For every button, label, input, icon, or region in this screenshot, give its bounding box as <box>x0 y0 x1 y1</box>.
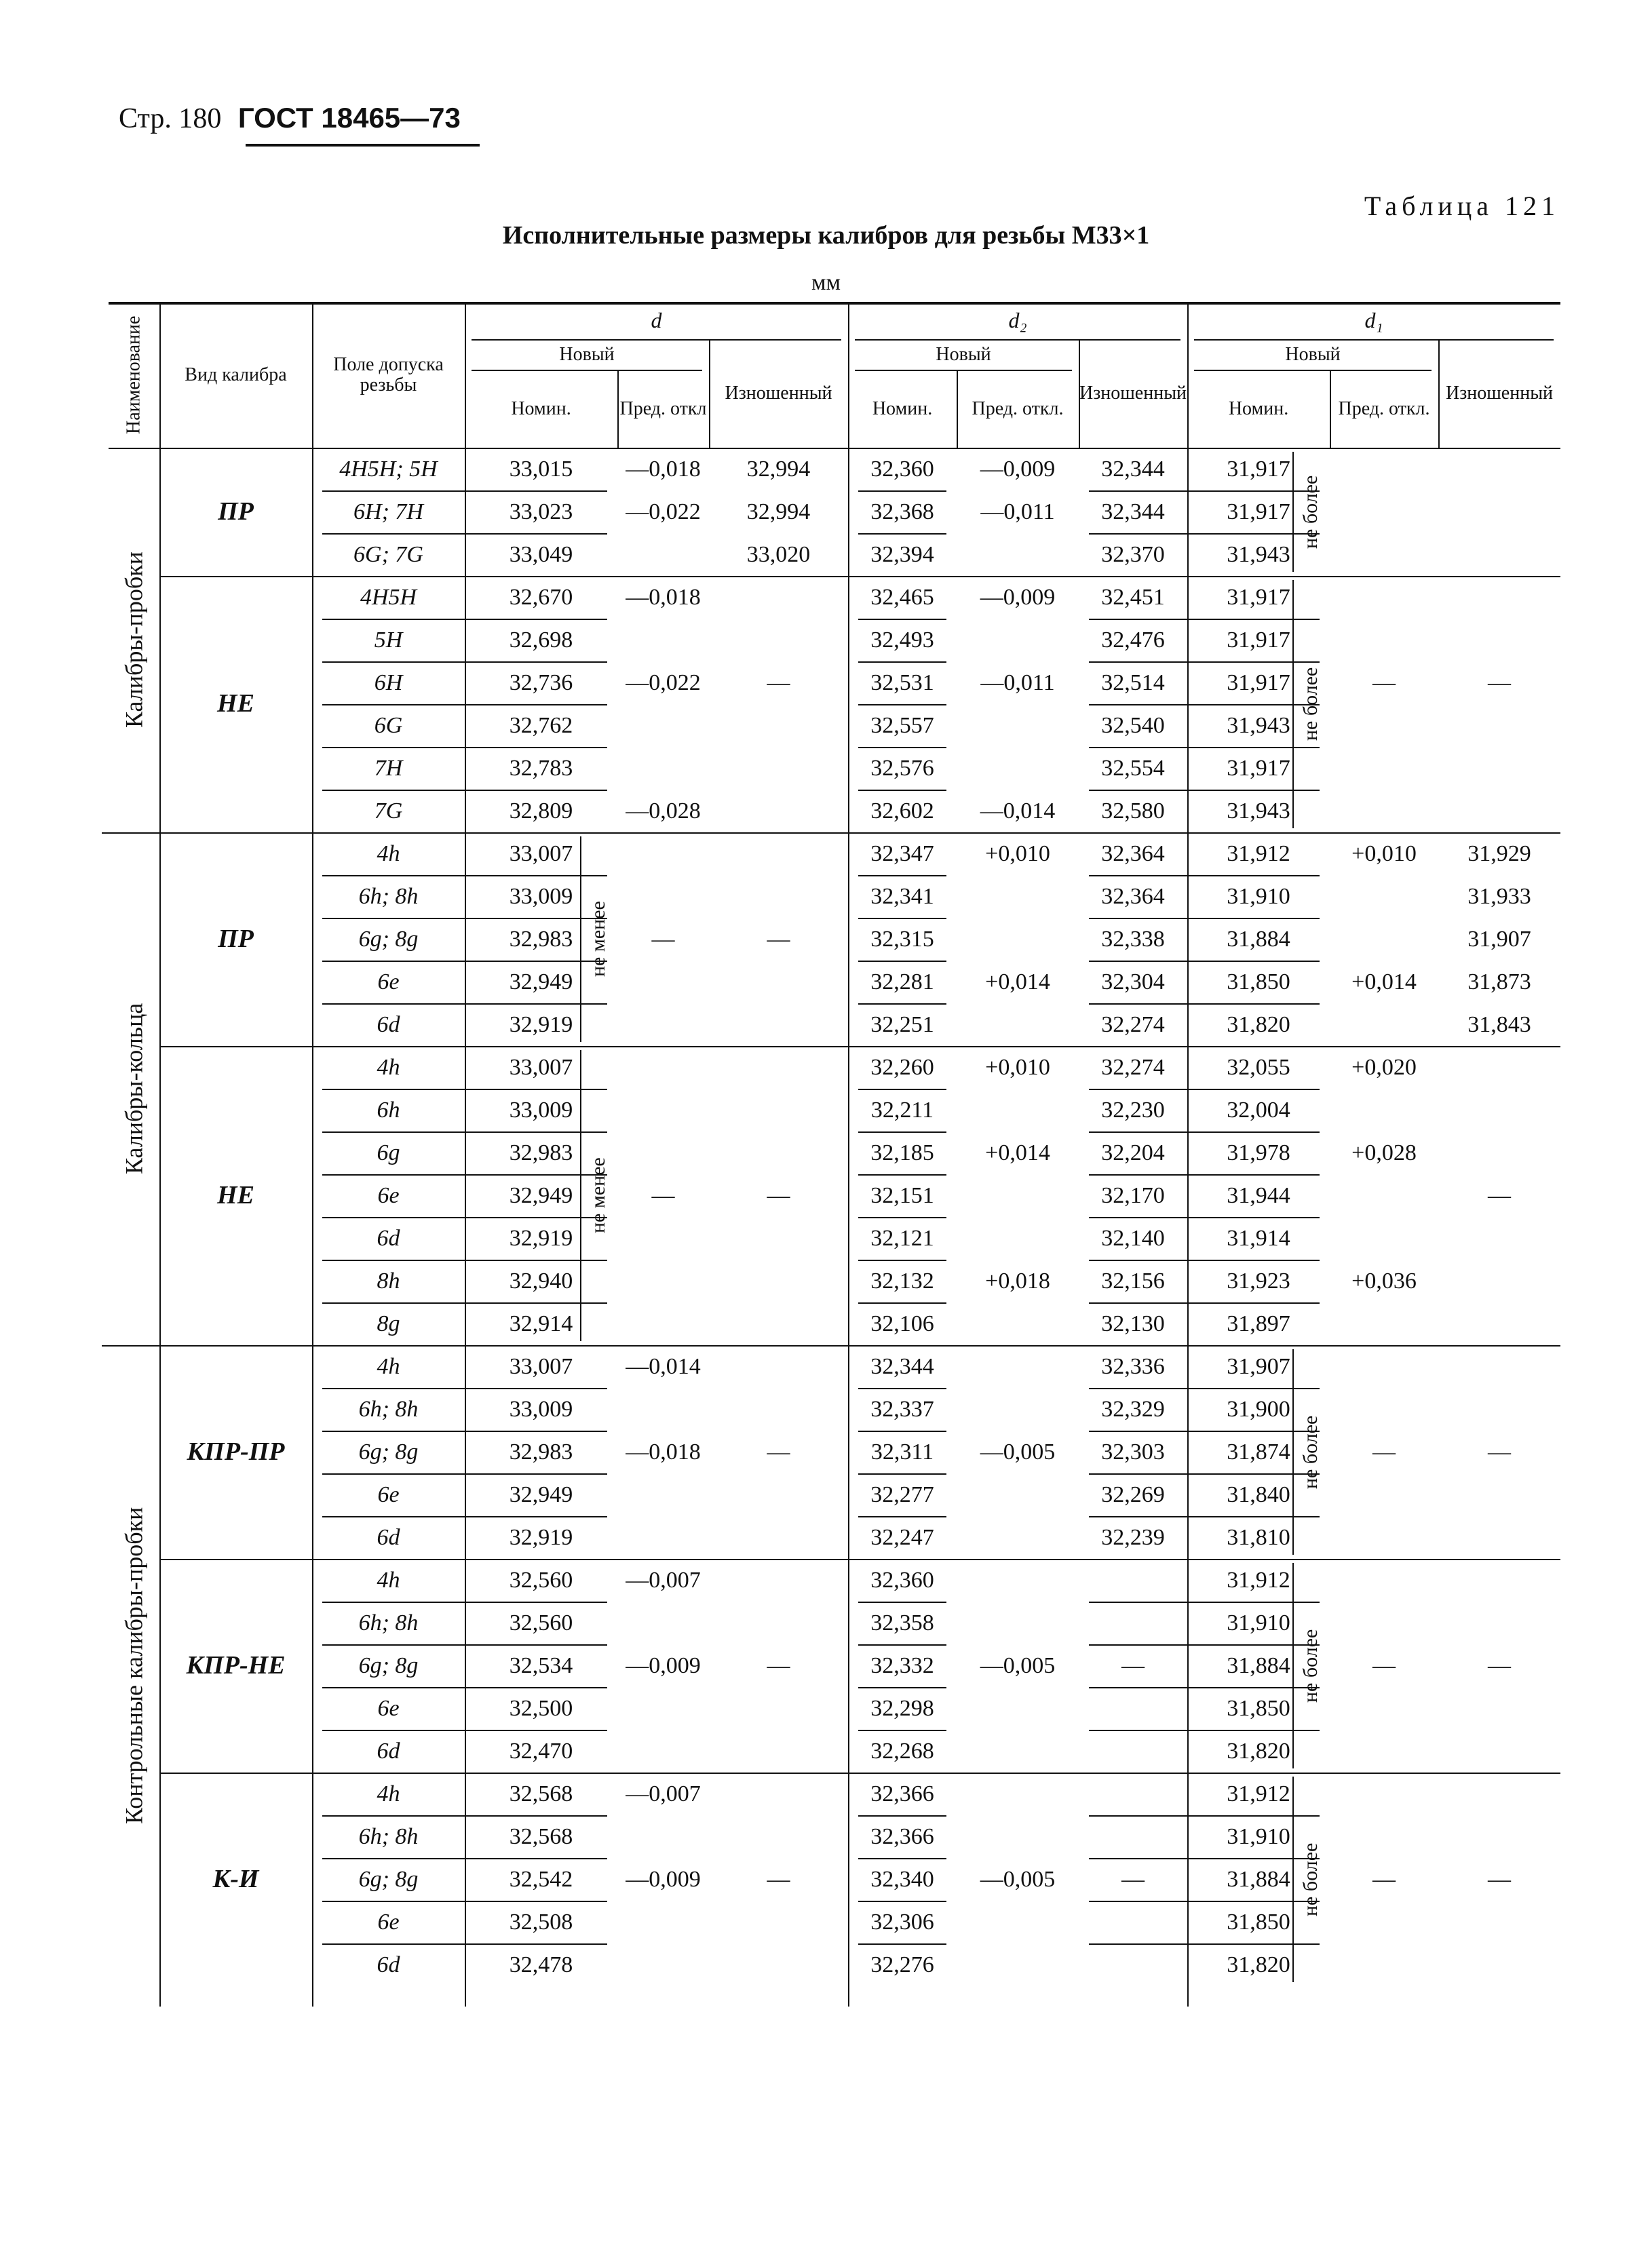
value-d2-dev: +0,018 <box>985 1269 1050 1294</box>
value-d: 33,009 <box>509 884 573 909</box>
tolerance-cell: 6G; 7G <box>353 542 423 567</box>
value-d2-dev: +0,014 <box>985 1140 1050 1165</box>
marker-rule <box>580 836 581 1042</box>
tolerance-cell: 6e <box>377 1183 400 1208</box>
tolerance-cell: 6h <box>377 1098 400 1123</box>
tolerance-cell: 6H; 7H <box>353 499 423 524</box>
value-d: 32,560 <box>509 1568 573 1593</box>
value-d1-dev: — <box>1372 1653 1396 1678</box>
tolerance-cell: 6h; 8h <box>358 1397 419 1422</box>
value-d-worn: — <box>767 927 790 952</box>
value-d-dev: —0,028 <box>626 798 701 824</box>
value-d2: 32,465 <box>870 585 934 610</box>
tolerance-cell: 4h <box>377 841 400 866</box>
value-d1-worn: — <box>1488 1439 1511 1465</box>
tolerance-cell: 6d <box>377 1012 400 1037</box>
tolerance-cell: 6g; 8g <box>358 927 419 952</box>
value-d1: 31,943 <box>1227 798 1290 824</box>
value-d2-worn: 32,338 <box>1101 927 1165 952</box>
standard-number: ГОСТ 18465—73 <box>237 102 461 134</box>
value-d1: 31,910 <box>1227 1610 1290 1635</box>
value-d1: 32,055 <box>1227 1055 1290 1080</box>
value-d1: 31,907 <box>1227 1354 1290 1379</box>
value-d2-worn: 32,170 <box>1101 1183 1165 1208</box>
value-d2: 32,311 <box>870 1439 934 1465</box>
section-label: Контрольные калибры-пробки <box>120 1507 148 1825</box>
value-d1: 31,944 <box>1227 1183 1290 1208</box>
value-d2-worn: 32,269 <box>1101 1482 1165 1507</box>
gauge-type-label: ПР <box>218 924 254 953</box>
table-title: Исполнительные размеры калибров для резьбы М33×1 <box>502 221 1150 250</box>
value-d-dev: — <box>651 1183 675 1208</box>
gauge-type-label: НЕ <box>217 1180 254 1209</box>
tolerance-cell: 6d <box>377 1739 400 1764</box>
value-d2: 32,368 <box>870 499 934 524</box>
value-d-dev: —0,009 <box>626 1867 701 1892</box>
column-header-pred: Пред. откл. <box>1338 398 1430 419</box>
value-d1-worn: — <box>1488 1183 1511 1208</box>
value-d: 32,568 <box>509 1781 573 1806</box>
value-d1: 31,943 <box>1227 542 1290 567</box>
value-d: 32,919 <box>509 1012 573 1037</box>
value-d-worn: 32,994 <box>746 499 811 524</box>
value-d1: 31,917 <box>1227 499 1290 524</box>
value-d: 33,009 <box>509 1397 573 1422</box>
value-d: 32,919 <box>509 1226 573 1251</box>
value-d1: 31,923 <box>1227 1269 1290 1294</box>
value-d2: 32,268 <box>870 1739 934 1764</box>
value-d2: 32,366 <box>870 1824 934 1849</box>
column-header-vid: Вид калибра <box>185 364 287 385</box>
value-d: 32,783 <box>509 756 573 781</box>
value-d1: 31,840 <box>1227 1482 1290 1507</box>
section-rule <box>102 1345 159 1347</box>
section-label: Калибры-кольца <box>120 1003 148 1175</box>
value-d1: 32,004 <box>1227 1098 1290 1123</box>
tolerance-cell: 4h <box>377 1568 400 1593</box>
value-d1-dev: +0,020 <box>1351 1055 1417 1080</box>
value-d1-worn: — <box>1488 1653 1511 1678</box>
column-header-iznosh: Изношенный <box>725 383 832 404</box>
value-d2-worn: 32,303 <box>1101 1439 1165 1465</box>
value-d: 33,015 <box>509 457 573 482</box>
tolerance-cell: 6g; 8g <box>358 1653 419 1678</box>
column-header-pred: Пред. откл <box>619 398 707 419</box>
value-d2: 32,306 <box>870 1910 934 1935</box>
value-d1: 31,874 <box>1227 1439 1290 1465</box>
value-d: 32,949 <box>509 1482 573 1507</box>
range-marker-ne-bolee: не более <box>1299 1415 1322 1489</box>
value-d1: 31,914 <box>1227 1226 1290 1251</box>
value-d: 32,568 <box>509 1824 573 1849</box>
value-d1-worn: 31,873 <box>1467 969 1531 994</box>
value-d-worn: — <box>767 1867 790 1892</box>
value-d2: 32,106 <box>870 1311 934 1336</box>
value-d2: 32,341 <box>870 884 934 909</box>
value-d: 32,919 <box>509 1525 573 1550</box>
value-d1: 31,910 <box>1227 1824 1290 1849</box>
value-d1: 31,917 <box>1227 670 1290 695</box>
tolerance-cell: 6e <box>377 1696 400 1721</box>
value-d2-worn: — <box>1121 1653 1145 1678</box>
tolerance-cell: 7H <box>374 756 403 781</box>
tolerance-cell: 6d <box>377 1952 400 1977</box>
unit-label: мм <box>811 270 841 295</box>
value-d2-worn: 32,364 <box>1101 841 1165 866</box>
value-d: 32,508 <box>509 1910 573 1935</box>
value-d: 32,914 <box>509 1311 573 1336</box>
value-d: 32,670 <box>509 585 573 610</box>
marker-rule <box>1292 452 1294 572</box>
tolerance-cell: 4h <box>377 1781 400 1806</box>
value-d: 33,007 <box>509 1354 573 1379</box>
value-d: 32,478 <box>509 1952 573 1977</box>
value-d2: 32,247 <box>870 1525 934 1550</box>
value-d1: 31,884 <box>1227 1867 1290 1892</box>
tolerance-cell: 6H <box>374 670 403 695</box>
value-d: 32,809 <box>509 798 573 824</box>
value-d2: 32,344 <box>870 1354 934 1379</box>
value-d: 32,500 <box>509 1696 573 1721</box>
value-d2-worn: 32,156 <box>1101 1269 1165 1294</box>
value-d-dev: —0,007 <box>626 1781 701 1806</box>
value-d1: 31,900 <box>1227 1397 1290 1422</box>
column-header-d2: d₂ <box>1008 307 1027 332</box>
header-underline <box>246 144 480 147</box>
value-d1-dev: +0,010 <box>1351 841 1417 866</box>
value-d2: 32,557 <box>870 713 934 738</box>
value-d2-worn: 32,230 <box>1101 1098 1165 1123</box>
value-d2-worn: 32,514 <box>1101 670 1165 695</box>
value-d2-worn: 32,540 <box>1101 713 1165 738</box>
value-d2: 32,151 <box>870 1183 934 1208</box>
value-d2-dev: +0,010 <box>985 1055 1050 1080</box>
value-d: 32,940 <box>509 1269 573 1294</box>
value-d2-worn: 32,370 <box>1101 542 1165 567</box>
value-d-worn: 33,020 <box>746 542 811 567</box>
value-d2-worn: 32,554 <box>1101 756 1165 781</box>
value-d1: 31,820 <box>1227 1012 1290 1037</box>
value-d2-worn: 32,239 <box>1101 1525 1165 1550</box>
value-d2-worn: 32,336 <box>1101 1354 1165 1379</box>
value-d: 32,983 <box>509 1439 573 1465</box>
tolerance-cell: 6h; 8h <box>358 884 419 909</box>
column-header-pred: Пред. откл. <box>972 398 1064 419</box>
tolerance-cell: 5H <box>374 627 403 653</box>
gauge-type-label: КПР-ПР <box>187 1437 285 1466</box>
column-header-nomin: Номин. <box>511 398 571 419</box>
value-d-dev: —0,018 <box>626 457 701 482</box>
value-d2-worn: 32,140 <box>1101 1226 1165 1251</box>
value-d2: 32,347 <box>870 841 934 866</box>
value-d2-worn: 32,344 <box>1101 499 1165 524</box>
tolerance-cell: 7G <box>374 798 403 824</box>
value-d: 32,736 <box>509 670 573 695</box>
tolerance-cell: 8h <box>377 1269 400 1294</box>
value-d-worn: 32,994 <box>746 457 811 482</box>
value-d2-dev: —0,005 <box>980 1439 1056 1465</box>
column-header-iznosh: Изношенный <box>1445 383 1554 404</box>
tolerance-cell: 6h; 8h <box>358 1824 419 1849</box>
value-d1-dev: +0,014 <box>1351 969 1417 994</box>
column-header-nomin: Номин. <box>872 398 933 419</box>
value-d: 32,949 <box>509 969 573 994</box>
value-d1-dev: — <box>1372 670 1396 695</box>
value-d: 33,009 <box>509 1098 573 1123</box>
value-d1: 31,943 <box>1227 713 1290 738</box>
value-d1: 31,912 <box>1227 841 1290 866</box>
value-d1: 31,850 <box>1227 1696 1290 1721</box>
value-d1-worn: — <box>1488 1867 1511 1892</box>
gauge-type-label: К-И <box>212 1864 259 1893</box>
marker-rule <box>1292 1563 1294 1768</box>
marker-rule <box>1292 1777 1294 1982</box>
value-d2: 32,185 <box>870 1140 934 1165</box>
value-d2-worn: 32,329 <box>1101 1397 1165 1422</box>
value-d2: 32,315 <box>870 927 934 952</box>
value-d2-worn: 32,274 <box>1101 1055 1165 1080</box>
tolerance-cell: 6g <box>377 1140 400 1165</box>
value-d2-worn: 32,344 <box>1101 457 1165 482</box>
value-d2-worn: 32,476 <box>1101 627 1165 653</box>
marker-rule <box>1292 580 1294 828</box>
value-d1-worn: 31,933 <box>1467 884 1531 909</box>
tolerance-cell: 6g; 8g <box>358 1867 419 1892</box>
value-d2: 32,360 <box>870 1568 934 1593</box>
value-d: 33,023 <box>509 499 573 524</box>
tolerance-cell: 8g <box>377 1311 400 1336</box>
value-d2: 32,276 <box>870 1952 934 1977</box>
value-d: 33,049 <box>509 542 573 567</box>
value-d-worn: — <box>767 670 790 695</box>
column-header-d1: d₁ <box>1364 307 1383 332</box>
value-d2: 32,358 <box>870 1610 934 1635</box>
marker-rule <box>1292 1349 1294 1555</box>
value-d2-dev: —0,011 <box>980 670 1055 695</box>
value-d2-dev: —0,014 <box>980 798 1056 824</box>
value-d1: 31,912 <box>1227 1781 1290 1806</box>
range-marker-ne-menee: не менее <box>587 1157 609 1234</box>
value-d2-dev: —0,005 <box>980 1653 1056 1678</box>
column-header-novyi: Новый <box>1285 343 1341 365</box>
tolerance-cell: 6e <box>377 1910 400 1935</box>
value-d1: 31,820 <box>1227 1952 1290 1977</box>
value-d2: 32,281 <box>870 969 934 994</box>
value-d1-worn: 31,907 <box>1467 927 1531 952</box>
value-d2: 32,121 <box>870 1226 934 1251</box>
range-marker-ne-bolee: не более <box>1299 475 1322 549</box>
marker-rule <box>580 1050 581 1341</box>
value-d2: 32,493 <box>870 627 934 653</box>
value-d2: 32,260 <box>870 1055 934 1080</box>
tolerance-cell: 6d <box>377 1226 400 1251</box>
tolerance-cell: 4h <box>377 1055 400 1080</box>
tolerance-cell: 6d <box>377 1525 400 1550</box>
value-d: 32,762 <box>509 713 573 738</box>
tolerance-cell: 6g; 8g <box>358 1439 419 1465</box>
tolerance-cell: 6G <box>374 713 403 738</box>
column-header-novyi: Новый <box>936 343 991 365</box>
section-rule <box>102 832 159 834</box>
value-d-dev: —0,022 <box>626 499 701 524</box>
value-d2: 32,337 <box>870 1397 934 1422</box>
value-d2-worn: 32,274 <box>1101 1012 1165 1037</box>
value-d1-dev: +0,036 <box>1351 1269 1417 1294</box>
value-d1-worn: — <box>1488 670 1511 695</box>
value-d-dev: —0,009 <box>626 1653 701 1678</box>
tolerance-cell: 4h <box>377 1354 400 1379</box>
value-d2: 32,332 <box>870 1653 934 1678</box>
value-d2-dev: —0,009 <box>980 585 1056 610</box>
column-header-novyi: Новый <box>559 343 615 365</box>
column-header-d: d <box>651 307 662 332</box>
value-d2-worn: 32,204 <box>1101 1140 1165 1165</box>
value-d1: 31,810 <box>1227 1525 1290 1550</box>
tolerance-cell: 4H5H; 5H <box>339 457 438 482</box>
value-d-dev: —0,022 <box>626 670 701 695</box>
value-d1: 31,850 <box>1227 969 1290 994</box>
value-d-dev: —0,014 <box>626 1354 701 1379</box>
value-d1: 31,917 <box>1227 756 1290 781</box>
value-d1-dev: — <box>1372 1439 1396 1465</box>
value-d2-worn: 32,451 <box>1101 585 1165 610</box>
value-d2-worn: 32,580 <box>1101 798 1165 824</box>
column-header-naimenovanie: Наименование <box>123 315 145 434</box>
value-d1: 31,884 <box>1227 927 1290 952</box>
tolerance-cell: 6e <box>377 969 400 994</box>
value-d: 32,983 <box>509 927 573 952</box>
value-d-worn: — <box>767 1439 790 1465</box>
value-d1: 31,917 <box>1227 585 1290 610</box>
value-d1: 31,910 <box>1227 884 1290 909</box>
value-d: 32,983 <box>509 1140 573 1165</box>
column-header-nomin: Номин. <box>1228 398 1289 419</box>
value-d-worn: — <box>767 1183 790 1208</box>
value-d: 32,534 <box>509 1653 573 1678</box>
section-label: Калибры-пробки <box>120 551 148 729</box>
value-d2-worn: 32,364 <box>1101 884 1165 909</box>
value-d2-dev: —0,011 <box>980 499 1055 524</box>
tolerance-cell: 6h; 8h <box>358 1610 419 1635</box>
tolerance-cell: 6e <box>377 1482 400 1507</box>
value-d2: 32,394 <box>870 542 934 567</box>
range-marker-ne-bolee: не более <box>1299 667 1322 741</box>
value-d2: 32,211 <box>870 1098 934 1123</box>
value-d: 32,470 <box>509 1739 573 1764</box>
value-d1-worn: 31,843 <box>1467 1012 1531 1037</box>
value-d1: 31,897 <box>1227 1311 1290 1336</box>
value-d1: 31,850 <box>1227 1910 1290 1935</box>
value-d-dev: —0,007 <box>626 1568 701 1593</box>
range-marker-ne-bolee: не более <box>1299 1629 1322 1703</box>
dimensions-table <box>109 302 1560 2007</box>
value-d: 32,949 <box>509 1183 573 1208</box>
page-header <box>119 102 461 135</box>
value-d1: 31,917 <box>1227 457 1290 482</box>
page-number: Стр. 180 <box>119 103 222 134</box>
gauge-type-label: НЕ <box>217 689 254 718</box>
value-d2: 32,366 <box>870 1781 934 1806</box>
value-d2: 32,277 <box>870 1482 934 1507</box>
value-d1-worn: 31,929 <box>1467 841 1531 866</box>
value-d2: 32,251 <box>870 1012 934 1037</box>
value-d2-dev: —0,005 <box>980 1867 1056 1892</box>
value-d2: 32,360 <box>870 457 934 482</box>
range-marker-ne-menee: не менее <box>587 901 609 977</box>
column-header-iznosh: Изношенный <box>1079 383 1187 404</box>
value-d2-dev: —0,009 <box>980 457 1056 482</box>
value-d-dev: —0,018 <box>626 585 701 610</box>
value-d: 32,698 <box>509 627 573 653</box>
value-d-dev: — <box>651 927 675 952</box>
value-d: 32,560 <box>509 1610 573 1635</box>
value-d-worn: — <box>767 1653 790 1678</box>
value-d2-worn: 32,304 <box>1101 969 1165 994</box>
value-d2: 32,298 <box>870 1696 934 1721</box>
value-d1: 31,820 <box>1227 1739 1290 1764</box>
value-d1: 31,978 <box>1227 1140 1290 1165</box>
range-marker-ne-bolee: не более <box>1299 1842 1322 1916</box>
value-d: 32,542 <box>509 1867 573 1892</box>
value-d2: 32,340 <box>870 1867 934 1892</box>
value-d2: 32,531 <box>870 670 934 695</box>
value-d-dev: —0,018 <box>626 1439 701 1465</box>
gauge-type-label: ПР <box>218 497 254 526</box>
table-label: Таблица 121 <box>1364 191 1560 221</box>
value-d1: 31,884 <box>1227 1653 1290 1678</box>
value-d1: 31,917 <box>1227 627 1290 653</box>
value-d2: 32,132 <box>870 1269 934 1294</box>
value-d1-dev: +0,028 <box>1351 1140 1417 1165</box>
value-d: 33,007 <box>509 841 573 866</box>
value-d2-worn: — <box>1121 1867 1145 1892</box>
value-d2-dev: +0,014 <box>985 969 1050 994</box>
value-d2: 32,602 <box>870 798 934 824</box>
value-d2: 32,576 <box>870 756 934 781</box>
tolerance-cell: 4H5H <box>360 585 417 610</box>
value-d2-dev: +0,010 <box>985 841 1050 866</box>
value-d: 33,007 <box>509 1055 573 1080</box>
gauge-type-label: КПР-НЕ <box>186 1650 286 1680</box>
value-d2-worn: 32,130 <box>1101 1311 1165 1336</box>
value-d1: 31,912 <box>1227 1568 1290 1593</box>
value-d1-dev: — <box>1372 1867 1396 1892</box>
column-header-pole: Поле допуска резьбы <box>333 354 444 395</box>
